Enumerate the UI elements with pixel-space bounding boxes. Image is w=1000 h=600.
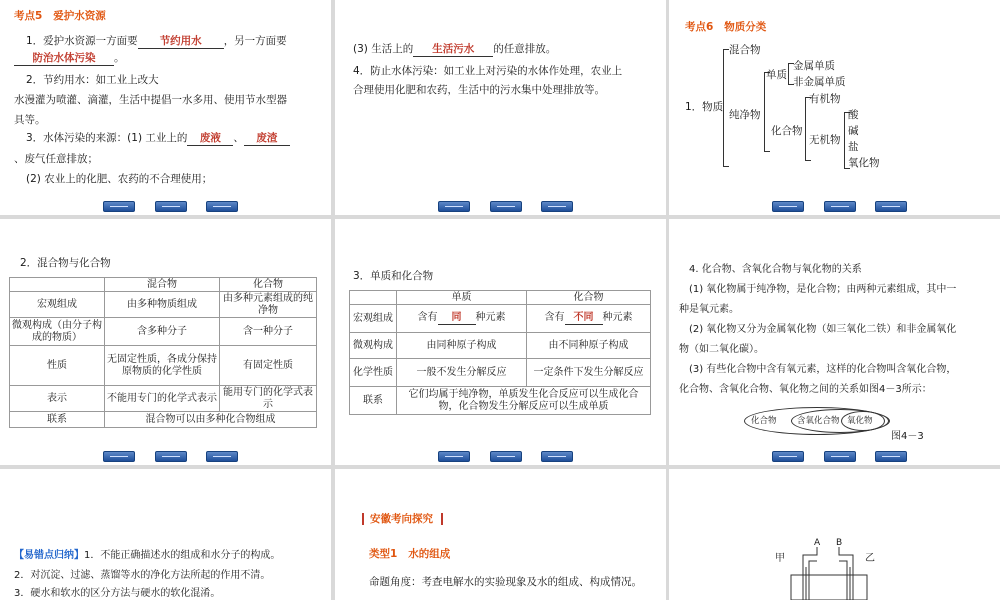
text-line: (3) 有些化合物中含有氧元素，这样的化合物叫含氧化合物，	[689, 364, 957, 375]
table-cell: 一定条件下发生分解反应	[527, 359, 651, 387]
table-cell: 它们均属于纯净物，单质发生化合反应可以生成化合物，化合物发生分解反应可以生成单质	[397, 387, 651, 415]
table-header: 化合物	[220, 278, 317, 292]
nav-next-button[interactable]	[541, 451, 573, 462]
table-cell: 由多种物质组成	[105, 292, 220, 318]
text-line: 2．对沉淀、过滤、蒸馏等水的净化方法所起的作用不清。	[14, 570, 271, 581]
ellipse-label: 化合物	[751, 416, 777, 426]
section-marker	[441, 513, 443, 525]
nav-next-button[interactable]	[541, 201, 573, 212]
tree-node: 化合物	[771, 125, 803, 137]
text-line: 命题角度：考查电解水的实验现象及水的组成、构成情况。	[369, 576, 642, 588]
nav-home-button[interactable]	[490, 201, 522, 212]
table-cell: 由多种元素组成的纯净物	[220, 292, 317, 318]
table-cell: 化学性质	[350, 359, 397, 387]
table-cell: 混合物可以由多种化合物组成	[105, 412, 317, 428]
nav-prev-button[interactable]	[103, 201, 135, 212]
text-line: 2．节约用水：如工业上改大	[26, 74, 159, 86]
slide-3	[669, 0, 1000, 215]
tree-leaf: 金属单质	[793, 60, 835, 72]
section-title: 安徽考向探究	[370, 513, 433, 525]
section-title: 考点6 物质分类	[685, 21, 767, 33]
table-cell: 含有 不同 种元素	[527, 305, 651, 333]
nav-prev-button[interactable]	[772, 201, 804, 212]
slide-2	[335, 0, 666, 215]
nav-bar	[335, 451, 666, 461]
table-cell: 宏观组成	[10, 292, 105, 318]
text-line: 防治水体污染 。	[14, 51, 125, 66]
table-header: 混合物	[105, 278, 220, 292]
table-header: 化合物	[527, 291, 651, 305]
table-cell: 由同种原子构成	[397, 333, 527, 359]
section-title: 2．混合物与化合物	[20, 257, 111, 269]
compare-table	[349, 290, 651, 415]
label-b: B	[836, 538, 843, 548]
table-header: 单质	[397, 291, 527, 305]
slide-9	[669, 469, 1000, 600]
tree-root: 1．物质	[685, 101, 724, 113]
electrolysis-apparatus	[789, 545, 869, 600]
nav-home-button[interactable]	[490, 451, 522, 462]
table-cell: 联系	[350, 387, 397, 415]
nav-next-button[interactable]	[206, 201, 238, 212]
text-line: 种是氧元素。	[679, 304, 739, 315]
type-title: 类型1 水的组成	[369, 548, 451, 560]
nav-bar	[0, 451, 331, 461]
table-cell: 不能用专门的化学式表示	[105, 386, 220, 412]
text-line: 、废气任意排放；	[14, 153, 98, 165]
tree-node: 无机物	[809, 134, 841, 146]
nav-home-button[interactable]	[155, 451, 187, 462]
tree-leaf: 非金属单质	[793, 76, 846, 88]
slide-4	[0, 219, 331, 465]
nav-next-button[interactable]	[206, 451, 238, 462]
compare-table	[9, 277, 317, 428]
slide-7	[0, 469, 331, 600]
slide-6	[669, 219, 1000, 465]
text-line: (2) 氧化物又分为金属氧化物（如三氧化二铁）和非金属氧化	[689, 324, 957, 335]
section-marker	[362, 513, 364, 525]
table-cell: 宏观组成	[350, 305, 397, 333]
text-line: 4. 化合物、含氧化合物与氧化物的关系	[689, 264, 862, 275]
nav-prev-button[interactable]	[438, 201, 470, 212]
table-cell: 一般不发生分解反应	[397, 359, 527, 387]
table-cell: 无固定性质，各成分保持原物质的化学性质	[105, 346, 220, 386]
text-line: 水漫灌为喷灌、滴灌，生活中提倡一水多用、使用节水型器	[14, 94, 287, 106]
nav-bar	[669, 201, 1000, 211]
tag-label: 【易错点归纳】	[14, 550, 84, 561]
tree-leaf: 碱	[848, 125, 859, 137]
tree-node: 混合物	[729, 44, 761, 56]
tree-leaf: 盐	[848, 141, 859, 153]
table-cell: 微观构成（由分子构成的物质）	[10, 318, 105, 346]
nav-bar	[335, 201, 666, 211]
tree-node: 有机物	[809, 93, 841, 105]
nav-prev-button[interactable]	[438, 451, 470, 462]
table-cell: 由不同种原子构成	[527, 333, 651, 359]
tree-leaf: 氧化物	[848, 157, 880, 169]
section-title: 考点5 爱护水资源	[14, 10, 106, 22]
text-line: 物（如二氧化碳）。	[679, 344, 764, 355]
slide-8	[335, 469, 666, 600]
nav-home-button[interactable]	[824, 201, 856, 212]
ellipse-label: 氧化物	[847, 416, 873, 426]
table-header	[10, 278, 105, 292]
figure-caption: 图4－3	[891, 431, 924, 442]
text-line: 合理使用化肥和农药，生活中的污水集中处理排放等。	[353, 84, 605, 96]
label-jia: 甲	[775, 553, 785, 564]
nav-next-button[interactable]	[875, 201, 907, 212]
table-cell: 能用专门的化学式表示	[220, 386, 317, 412]
label-a: A	[814, 538, 821, 548]
text-line: 化合物、含氧化合物、氧化物之间的关系如图4－3所示：	[679, 384, 932, 395]
text-line: (2) 农业上的化肥、农药的不合理使用；	[26, 173, 213, 185]
nav-next-button[interactable]	[875, 451, 907, 462]
nav-bar	[669, 451, 1000, 461]
nav-home-button[interactable]	[824, 451, 856, 462]
nav-prev-button[interactable]	[772, 451, 804, 462]
text-line: 4．防止水体污染：如工业上对污染的水体作处理，农业上	[353, 65, 623, 77]
table-cell: 联系	[10, 412, 105, 428]
nav-home-button[interactable]	[155, 201, 187, 212]
brace	[764, 72, 770, 152]
table-cell: 含多种分子	[105, 318, 220, 346]
text-line: (3) 生活上的 生活污水 的任意排放。	[353, 43, 557, 55]
table-header	[350, 291, 397, 305]
table-cell: 表示	[10, 386, 105, 412]
brace	[805, 97, 811, 161]
text-line: (1) 氧化物属于纯净物，是化合物；由两种元素组成，其中一	[689, 284, 957, 295]
nav-prev-button[interactable]	[103, 451, 135, 462]
slide-5	[335, 219, 666, 465]
slide-1	[0, 0, 331, 215]
tree-node: 单质	[766, 69, 787, 81]
table-cell: 有固定性质	[220, 346, 317, 386]
nav-bar	[0, 201, 331, 211]
table-cell: 微观构成	[350, 333, 397, 359]
text-line: 3．水体污染的来源：(1) 工业上的 废液 、 废渣	[26, 131, 290, 146]
ellipse-label: 含氧化合物	[797, 416, 840, 426]
text-line: 具等。	[14, 114, 46, 126]
table-cell: 性质	[10, 346, 105, 386]
text-line: 3．硬水和软水的区分方法与硬水的软化混淆。	[14, 588, 221, 599]
table-cell: 含一种分子	[220, 318, 317, 346]
text-line: 1．爱护水资源一方面要 节约用水 ，另一方面要	[26, 35, 287, 47]
tree-leaf: 酸	[848, 109, 859, 121]
text-line: 【易错点归纳】1．不能正确描述水的组成和水分子的构成。	[14, 550, 281, 561]
tree-node: 纯净物	[729, 109, 761, 121]
label-yi: 乙	[865, 553, 875, 564]
table-cell: 含有 同 种元素	[397, 305, 527, 333]
section-title: 3．单质和化合物	[353, 270, 434, 282]
